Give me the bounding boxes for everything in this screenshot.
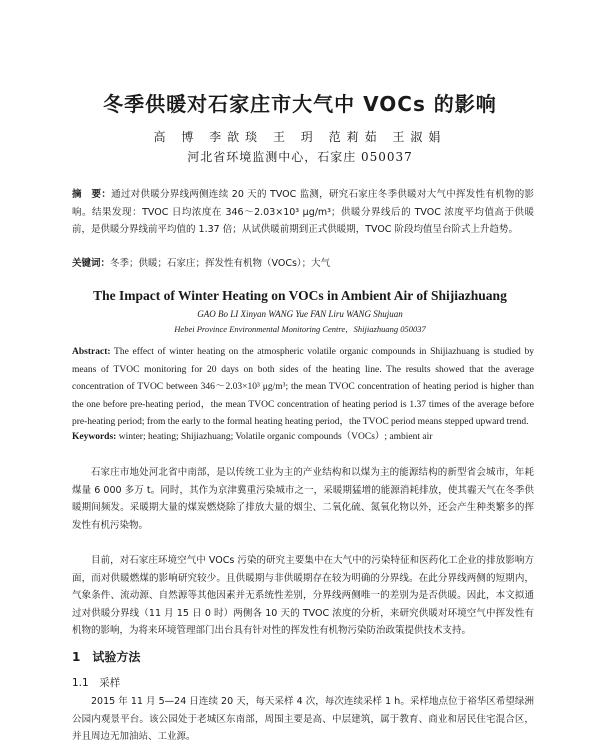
chinese-abstract-label: 摘 要： [72, 189, 112, 200]
english-abstract-label: Abstract: [72, 347, 111, 357]
body-paragraph-1: 石家庄市地处河北省中南部，是以传统工业为主的产业结构和以煤为主的能源结构的新型省会城市，年耗煤量 6 000 多万 t。同时，其作为京津冀重污染城市之一，采暖期猛增的能源消耗排放，使其霾天气在冬季供暖期间频发。采暖期大量的煤炭燃烧除了排放大量的烟尘、二氧化硫、氮氧化物以外，还会产生种类繁多的挥发性有机污染物。 [72, 467, 534, 531]
body-paragraph-2: 目前，对石家庄环境空气中 VOCs 污染的研究主要集中在大气中的污染特征和医药化工企业的排放影响方面，而对供暖燃煤的影响研究较少。且供暖期与非供暖期存在较为明确的分界线。在此分界线两侧的短期内，气象条件、流动源、自然源等其他因素并无系统性差别，分界线两侧唯一的差别为是否供暖。因此，本文拟通过对供暖分界线（11 月 15 日 0 时）两侧各 10 天的 TVOC 浓度的分析，来研究供暖对环境空气中挥发性有机物的影响，为将来环境管理部门出台具有针对性的挥发性有机物污染防治政策提供技术支持。 [72, 555, 534, 636]
chinese-affiliation: 河北省环境监测中心，石家庄 050037 [187, 150, 413, 164]
chinese-title: 冬季供暖对石家庄市大气中 VOCs 的影响 [103, 92, 497, 116]
chinese-authors: 高 博 李歆琰 王 玥 范莉茹 王淑娟 [153, 130, 447, 144]
english-authors: GAO Bo LI Xinyan WANG Yue FAN Liru WANG Shujuan [197, 309, 403, 319]
chinese-keywords-text: 冬季；供暖；石家庄；挥发性有机物（VOCs）；大气 [110, 258, 331, 269]
english-abstract [72, 344, 534, 432]
chinese-keywords-label: 关键词： [72, 258, 111, 269]
english-affiliation: Hebei Province Environmental Monitoring Centre，Shijiazhuang 050037 [174, 324, 426, 334]
english-abstract-text: The effect of winter heating on the atmospheric volatile organic compounds in Shijiazhuang is studied by means of TVOC monitoring for 20 days on both sides of the heating line. The results showed that the average concentration of TVOC between 346～2.03×10³ μg/m³; the mean TVOC concentration of heating period is higher than the one before pre-heating period，the mean TVOC concentration of heating period is 1.37 times of the average before pre-heating period; from the early to the formal heating heating period，the TVOC period means stepped upward trend. [72, 347, 534, 427]
chinese-abstract-text: 通过对供暖分界线两侧连续 20 天的 TVOC 监测，研究石家庄冬季供暖对大气中挥发性有机物的影响。结果发现：TVOC 日均浓度在 346～2.03×10³ μg/m³；供暖分界线后的 TVOC 浓度平均值高于供暖前，是供暖分界线前平均值的 1.37 倍；从试供暖前期到正式供暖期，TVOC 阶段均值呈台阶式上升趋势。 [72, 189, 534, 235]
english-keywords-label: Keywords: [72, 432, 117, 442]
section-heading-1: 1 试验方法 [72, 650, 141, 664]
body-paragraph-3: 2015 年 11 月 5—24 日连续 20 天，每天采样 4 次，每次连续采样 1 h。采样地点位于裕华区希望绿洲公园内观景平台。该公园处于老城区东南部，周围主要是高、中层建筑，属于教育、商业和居民住宅混合区，并且周边无加油站、工业源。 [72, 696, 534, 742]
english-keywords-text: winter; heating; Shijiazhuang; Volatile organic compounds（VOCs）; ambient air [118, 432, 433, 442]
chinese-abstract [72, 186, 534, 239]
subsection-heading-1-1: 1.1 采样 [72, 677, 121, 689]
english-keywords [72, 430, 534, 444]
english-title: The Impact of Winter Heating on VOCs in Ambient Air of Shijiazhuang [93, 288, 507, 303]
chinese-keywords [72, 257, 534, 271]
